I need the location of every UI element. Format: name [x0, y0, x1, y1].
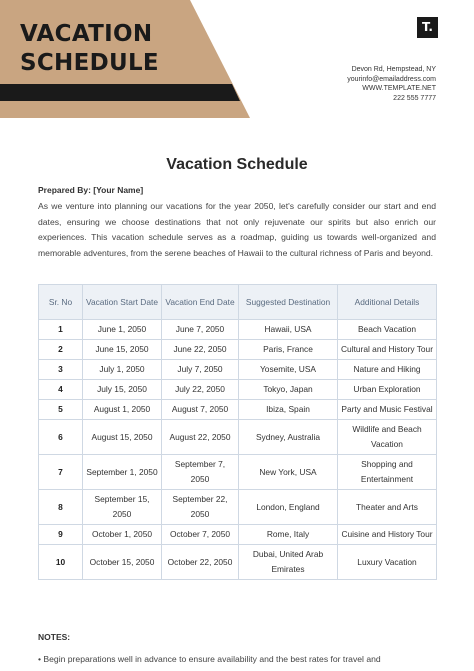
cell-details: Urban Exploration — [338, 380, 437, 400]
cell-sr: 7 — [39, 455, 83, 490]
cell-details: Shopping and Entertainment — [338, 455, 437, 490]
header-destination: Suggested Destination — [239, 285, 338, 320]
cell-sr: 8 — [39, 490, 83, 525]
contact-website: WWW.TEMPLATE.NET — [362, 85, 436, 92]
cell-destination: Dubai, United Arab Emirates — [239, 545, 338, 580]
bullet-icon: • — [38, 654, 44, 664]
cell-end: September 7, 2050 — [162, 455, 239, 490]
cell-destination: Ibiza, Spain — [239, 400, 338, 420]
contact-phone: 222 555 7777 — [393, 94, 436, 102]
cell-start: September 15, 2050 — [83, 490, 162, 525]
cell-start: September 1, 2050 — [83, 455, 162, 490]
cell-start: August 15, 2050 — [83, 420, 162, 455]
table-row — [39, 490, 437, 525]
cell-sr: 2 — [39, 340, 83, 360]
brand-title-line1: VACATION — [20, 21, 153, 47]
cell-start: June 15, 2050 — [83, 340, 162, 360]
brand-title-line2: SCHEDULE — [20, 50, 159, 76]
cell-sr: 10 — [39, 545, 83, 580]
cell-sr: 6 — [39, 420, 83, 455]
cell-sr: 4 — [39, 380, 83, 400]
template-logo: T. — [417, 17, 438, 38]
notes-label: NOTES: — [38, 632, 71, 642]
cell-sr: 5 — [39, 400, 83, 420]
header-sr-no: Sr. No — [39, 285, 83, 320]
table-row — [39, 420, 437, 455]
cell-sr: 1 — [39, 320, 83, 340]
cell-end: August 22, 2050 — [162, 420, 239, 455]
table-row — [39, 525, 437, 545]
vacation-table — [38, 284, 437, 580]
cell-end: September 22, 2050 — [162, 490, 239, 525]
cell-end: August 7, 2050 — [162, 400, 239, 420]
cell-destination: New York, USA — [239, 455, 338, 490]
prepared-by: Prepared By: [Your Name] — [38, 185, 144, 195]
cell-details: Nature and Hiking — [338, 360, 437, 380]
contact-address: Devon Rd, Hempstead, NY — [351, 66, 436, 73]
table-row — [39, 340, 437, 360]
cell-end: October 22, 2050 — [162, 545, 239, 580]
brand-title — [20, 20, 159, 78]
cell-end: June 7, 2050 — [162, 320, 239, 340]
cell-details: Party and Music Festival — [338, 400, 437, 420]
note-text: Begin preparations well in advance to ensure availability and the best rates for travel and — [43, 654, 381, 664]
cell-start: July 15, 2050 — [83, 380, 162, 400]
table-row — [39, 455, 437, 490]
cell-details: Cultural and History Tour — [338, 340, 437, 360]
table-row — [39, 320, 437, 340]
contact-email: yourinfo@emailaddress.com — [347, 75, 436, 83]
table-row — [39, 380, 437, 400]
cell-end: June 22, 2050 — [162, 340, 239, 360]
cell-destination: London, England — [239, 490, 338, 525]
cell-details: Wildlife and Beach Vacation — [338, 420, 437, 455]
header-details: Additional Details — [338, 285, 437, 320]
header-start-date: Vacation Start Date — [83, 285, 162, 320]
cell-details: Cuisine and History Tour — [338, 525, 437, 545]
cell-destination: Rome, Italy — [239, 525, 338, 545]
cell-details: Theater and Arts — [338, 490, 437, 525]
table-row — [39, 545, 437, 580]
cell-sr: 9 — [39, 525, 83, 545]
cell-destination: Paris, France — [239, 340, 338, 360]
cell-destination: Sydney, Australia — [239, 420, 338, 455]
cell-end: July 22, 2050 — [162, 380, 239, 400]
note-item — [38, 654, 458, 664]
cell-start: October 15, 2050 — [83, 545, 162, 580]
cell-destination: Hawaii, USA — [239, 320, 338, 340]
cell-start: July 1, 2050 — [83, 360, 162, 380]
cell-sr: 3 — [39, 360, 83, 380]
table-row — [39, 400, 437, 420]
cell-end: October 7, 2050 — [162, 525, 239, 545]
page-title: Vacation Schedule — [166, 156, 308, 173]
cell-destination: Tokyo, Japan — [239, 380, 338, 400]
cell-details: Luxury Vacation — [338, 545, 437, 580]
cell-start: October 1, 2050 — [83, 525, 162, 545]
cell-details: Beach Vacation — [338, 320, 437, 340]
header-end-date: Vacation End Date — [162, 285, 239, 320]
table-header-row — [39, 285, 437, 320]
dark-stripe — [0, 84, 240, 101]
cell-start: June 1, 2050 — [83, 320, 162, 340]
cell-start: August 1, 2050 — [83, 400, 162, 420]
table-row — [39, 360, 437, 380]
header-banner — [0, 0, 474, 118]
cell-end: July 7, 2050 — [162, 360, 239, 380]
contact-block — [347, 65, 436, 103]
cell-destination: Yosemite, USA — [239, 360, 338, 380]
intro-paragraph: As we venture into planning our vacations for the year 2050, let's carefully consider our start and end dates, ensuring we choose destinations that not only rejuvenate our spirits but also enrich our experiences. This vacation schedule serves as a roadmap, guiding us towards well-organized and memorable adventures, from the serene beaches of Hawaii to the cultural richness of Paris and beyond. — [38, 201, 436, 258]
